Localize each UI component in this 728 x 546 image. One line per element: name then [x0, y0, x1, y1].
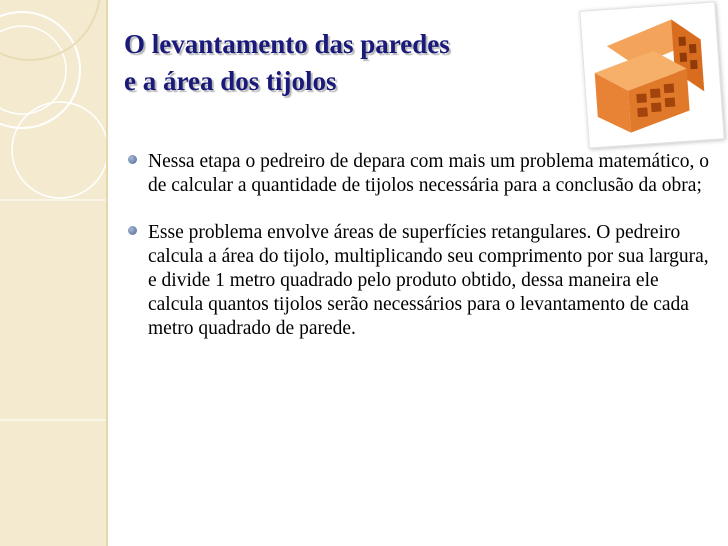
sidebar-circles-graphic [0, 0, 106, 546]
bullet-item [128, 150, 718, 198]
bullet-dot-icon [128, 155, 137, 164]
sidebar-edge-line [106, 0, 108, 546]
sidebar-decoration [0, 0, 106, 546]
bullet-text: Nessa etapa o pedreiro de depara com mais um problema matemático, o de calcular a quantidade de tijolos necessária para a conclusão da obra; [148, 151, 709, 196]
brick-photo [579, 1, 724, 148]
bullet-list [128, 150, 718, 341]
bullet-item [128, 221, 718, 341]
bullet-text: Esse problema envolve áreas de superfícies retangulares. O pedreiro calcula a área do tijolo, multiplicando seu comprimento por sua largura, e divide 1 metro quadrado pelo produto obtido, dessa maneira ele calcula quantos tijolos serão necessários para o levantamento de cada metro quadrado de parede. [148, 222, 709, 339]
slide-title-line-1: O levantamento das paredes [124, 29, 450, 59]
bricks-illustration [587, 9, 717, 141]
slide-title [124, 26, 584, 100]
slide-title-line-2: e a área dos tijolos [124, 66, 337, 96]
bullet-dot-icon [128, 226, 137, 235]
